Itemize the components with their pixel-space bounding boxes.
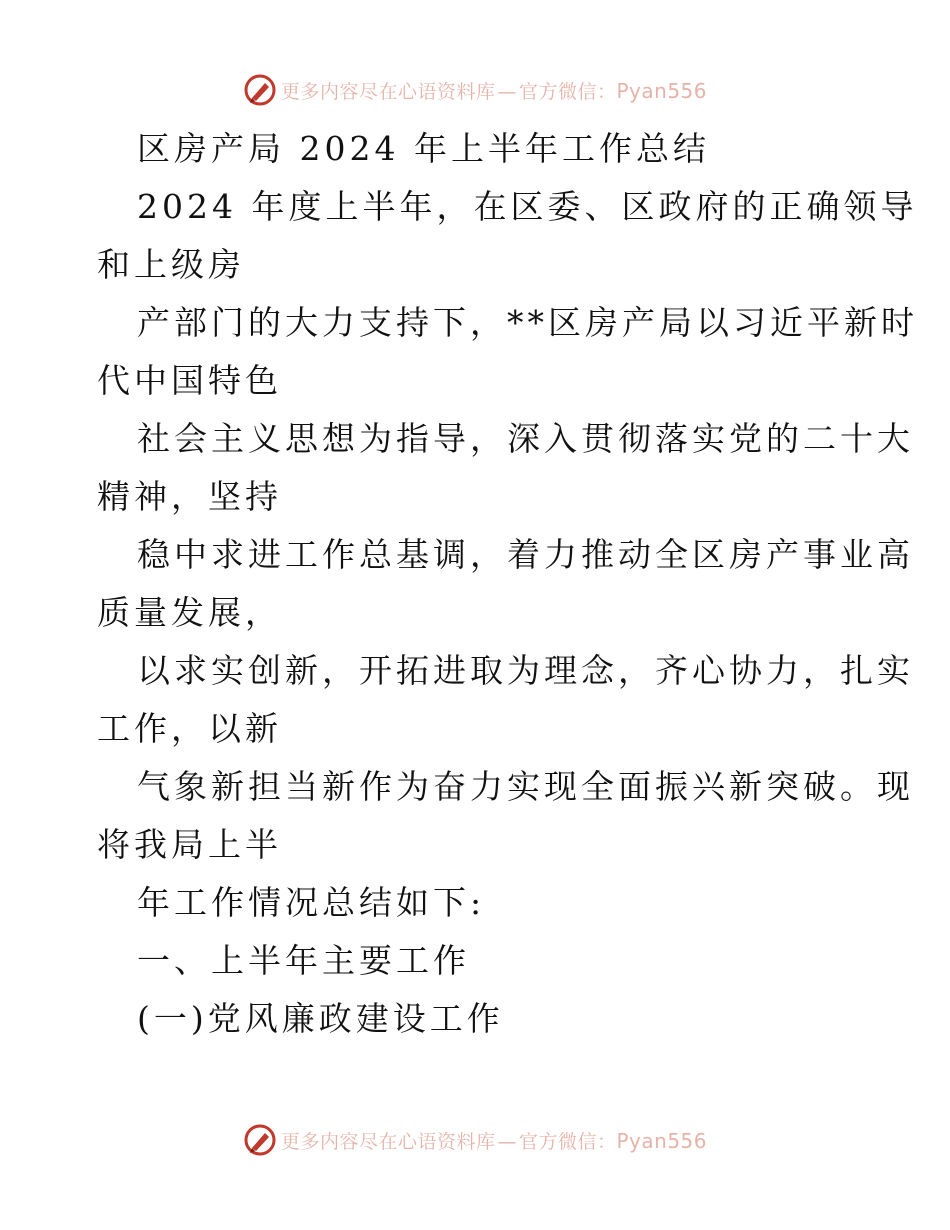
document-line: 稳中求进工作总基调，着力推动全区房产事业高 (137, 535, 914, 574)
watermark-suffix: 官方微信： (518, 1130, 617, 1153)
watermark-account: Pyan556 (616, 78, 708, 103)
watermark-footer (0, 1120, 950, 1160)
document-title: 区房产局 2024 年上半年工作总结 (137, 129, 710, 168)
document-line: 气象新担当新作为奋力实现全面振兴新突破。现 (137, 767, 914, 806)
document-body (97, 120, 918, 1048)
document-line: 精神，坚持 (97, 477, 282, 516)
document-line: 将我局上半 (97, 825, 282, 864)
watermark-suffix: 官方微信： (518, 80, 617, 103)
document-line: 一、上半年主要工作 (137, 941, 470, 980)
document-line: 和上级房 (97, 245, 245, 284)
pen-logo-icon (243, 1123, 277, 1157)
watermark-brand: 更多内容尽在心语资料库 (280, 1130, 496, 1153)
watermark-account: Pyan556 (616, 1128, 708, 1153)
document-line: 以求实创新，开拓进取为理念，齐心协力，扎实 (137, 651, 914, 690)
document-line: 产部门的大力支持下，**区房产局以习近平新时 (137, 303, 918, 342)
watermark-text (281, 1127, 707, 1154)
watermark-dash: — (497, 1130, 517, 1153)
document-line: 质量发展， (97, 593, 282, 632)
document-line: 工作，以新 (97, 709, 282, 748)
document-line: 2024 年度上半年，在区委、区政府的正确领导 (137, 187, 918, 226)
document-line: 社会主义思想为指导，深入贯彻落实党的二十大 (137, 419, 914, 458)
pen-logo-icon (243, 73, 277, 107)
document-line: 年工作情况总结如下: (137, 883, 486, 922)
watermark-header (0, 70, 950, 110)
watermark-text (281, 77, 707, 104)
document-line: 代中国特色 (97, 361, 282, 400)
watermark-brand: 更多内容尽在心语资料库 (280, 80, 496, 103)
document-line: (一)党风廉政建设工作 (137, 999, 504, 1038)
watermark-dash: — (497, 80, 517, 103)
